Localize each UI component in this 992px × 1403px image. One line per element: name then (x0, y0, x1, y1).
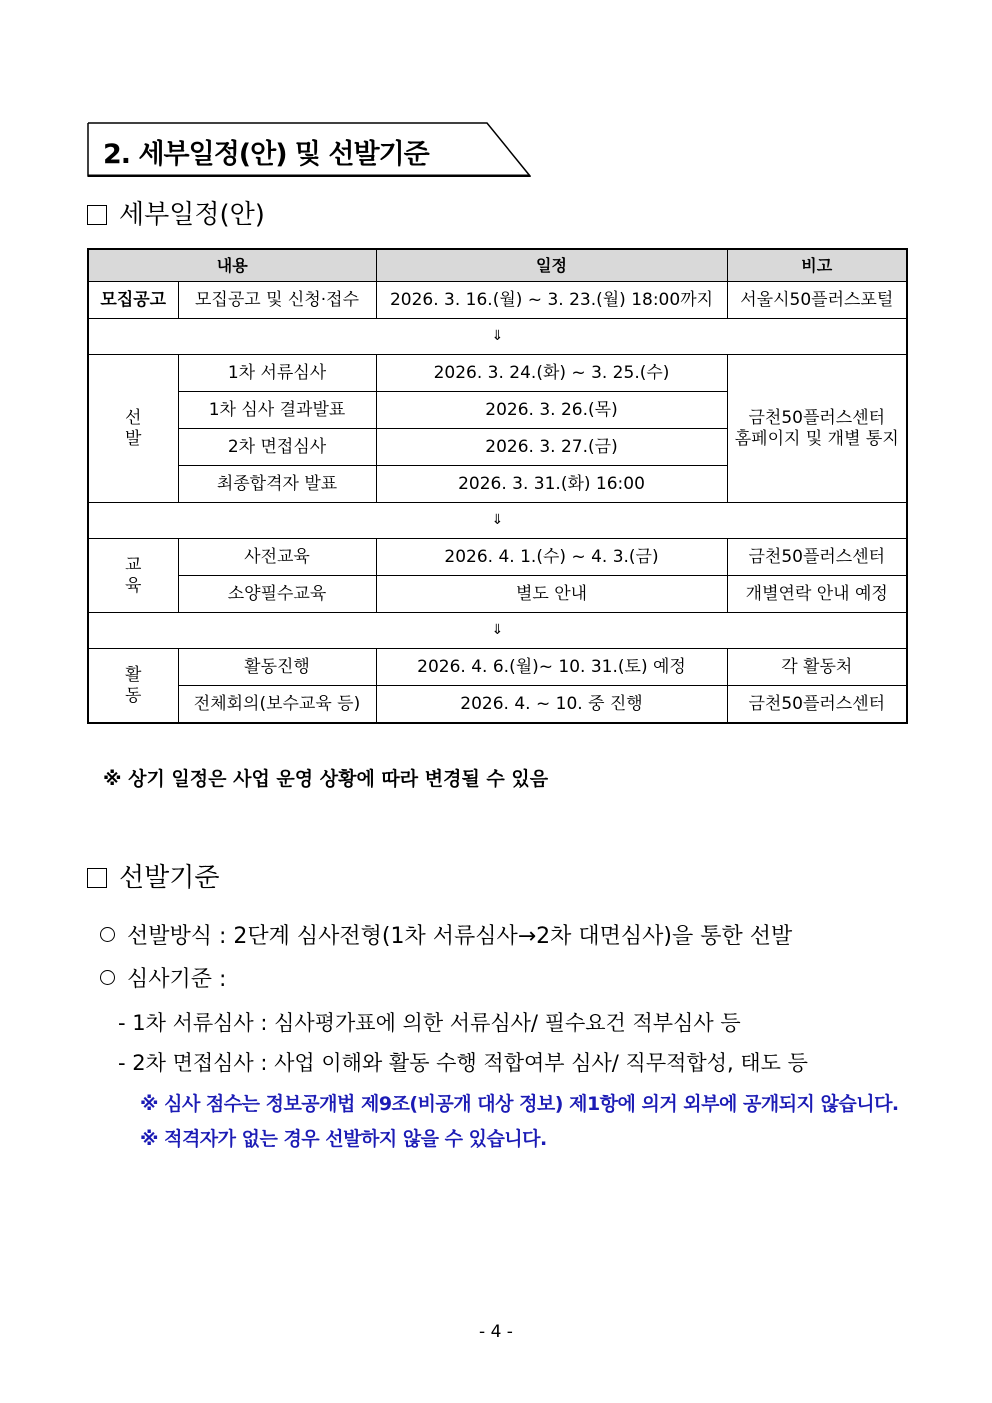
criteria-heading (87, 857, 219, 894)
item-cell: 사전교육 (178, 539, 376, 576)
checkbox-square-icon (87, 205, 107, 225)
group-recruit: 모집공고 (88, 282, 178, 319)
arrow-row (88, 613, 907, 649)
schedule-heading (87, 194, 265, 231)
table-row (88, 355, 907, 392)
date-cell: 2026. 4. 6.(월)~ 10. 31.(토) 예정 (376, 649, 727, 686)
table-row (88, 686, 907, 724)
schedule-heading-text: 세부일정(안) (119, 200, 265, 230)
date-cell: 2026. 3. 24.(화) ~ 3. 25.(수) (376, 355, 727, 392)
arrow-row (88, 319, 907, 355)
down-arrow-icon: ⇓ (88, 613, 907, 649)
remark-cell: 서울시50플러스포털 (727, 282, 907, 319)
item-cell: 최종합격자 발표 (178, 466, 376, 503)
down-arrow-icon: ⇓ (88, 319, 907, 355)
criteria-step2: - 2차 면접심사 : 사업 이해와 활동 수행 적합여부 심사/ 직무적합성, 태도 등 (118, 1051, 808, 1075)
arrow-row (88, 503, 907, 539)
criteria-standard (100, 962, 226, 993)
group-education (88, 539, 178, 613)
table-row (88, 282, 907, 319)
circle-bullet-icon (100, 970, 115, 985)
table-row (88, 649, 907, 686)
checkbox-square-icon (87, 868, 107, 888)
date-cell: 별도 안내 (376, 576, 727, 613)
selection-remark-cell (727, 355, 907, 503)
criteria-method-text: 선발방식 : 2단계 심사전형(1차 서류심사→2차 대면심사)을 통한 선발 (127, 924, 793, 949)
remark-cell: 각 활동처 (727, 649, 907, 686)
remark-line: 금천50플러스센터 (748, 408, 886, 429)
group-selection-label: 선 발 (125, 408, 172, 449)
criteria-note-disclosure: ※ 심사 점수는 정보공개법 제9조(비공개 대상 정보) 제1항에 의거 외부에 공개되지 않습니다. (140, 1093, 899, 1115)
date-cell: 2026. 4. ~ 10. 중 진행 (376, 686, 727, 724)
section-title: 2. 세부일정(안) 및 선발기준 (103, 139, 429, 170)
header-content: 내용 (88, 249, 376, 282)
criteria-heading-text: 선발기준 (119, 863, 220, 893)
item-cell: 2차 면접심사 (178, 429, 376, 466)
item-cell: 1차 심사 결과발표 (178, 392, 376, 429)
circle-bullet-icon (100, 927, 115, 942)
criteria-standard-text: 심사기준 : (127, 967, 227, 992)
item-cell: 모집공고 및 신청·접수 (178, 282, 376, 319)
group-activity (88, 649, 178, 724)
date-cell: 2026. 3. 16.(월) ~ 3. 23.(월) 18:00까지 (376, 282, 727, 319)
date-cell: 2026. 3. 31.(화) 16:00 (376, 466, 727, 503)
criteria-note-no-candidate: ※ 적격자가 없는 경우 선발하지 않을 수 있습니다. (140, 1128, 547, 1150)
section-title-box (87, 122, 531, 177)
remark-cell: 금천50플러스센터 (727, 686, 907, 724)
remark-cell: 개별연락 안내 예정 (727, 576, 907, 613)
group-activity-label: 활 동 (125, 665, 172, 706)
date-cell: 2026. 3. 26.(목) (376, 392, 727, 429)
group-selection (88, 355, 178, 503)
header-schedule: 일정 (376, 249, 727, 282)
item-cell: 활동진행 (178, 649, 376, 686)
page-number: - 4 - (479, 1322, 513, 1342)
group-education-label: 교 육 (125, 555, 172, 596)
item-cell: 소양필수교육 (178, 576, 376, 613)
schedule-table (87, 248, 908, 724)
item-cell: 1차 서류심사 (178, 355, 376, 392)
schedule-note: ※ 상기 일정은 사업 운영 상황에 따라 변경될 수 있음 (103, 768, 549, 790)
remark-line: 홈페이지 및 개별 통지 (734, 428, 899, 449)
down-arrow-icon: ⇓ (88, 503, 907, 539)
criteria-step1: - 1차 서류심사 : 심사평가표에 의한 서류심사/ 필수요건 적부심사 등 (118, 1011, 741, 1035)
criteria-method (100, 919, 792, 950)
table-row (88, 576, 907, 613)
table-header-row (88, 249, 907, 282)
header-remark: 비고 (727, 249, 907, 282)
date-cell: 2026. 4. 1.(수) ~ 4. 3.(금) (376, 539, 727, 576)
table-row (88, 539, 907, 576)
date-cell: 2026. 3. 27.(금) (376, 429, 727, 466)
item-cell: 전체회의(보수교육 등) (178, 686, 376, 724)
remark-cell: 금천50플러스센터 (727, 539, 907, 576)
